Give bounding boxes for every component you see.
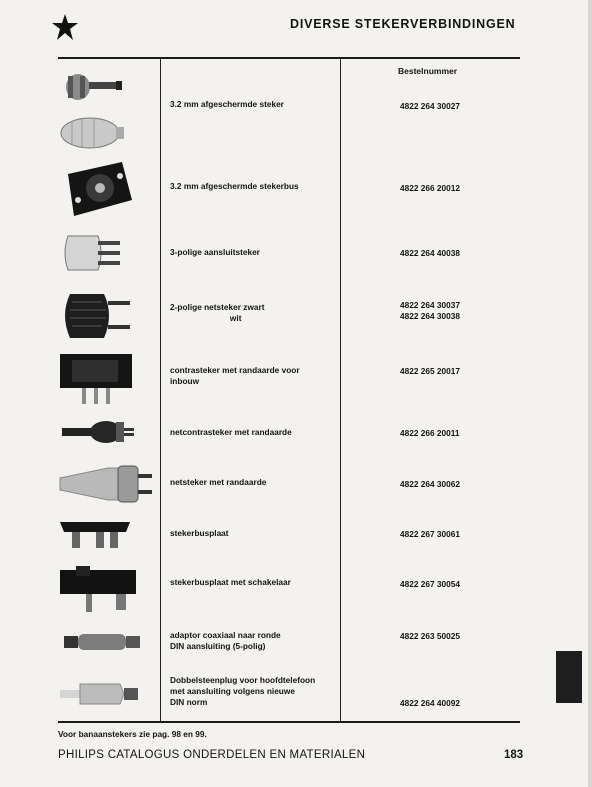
order-number: 4822 267 30061 <box>400 529 460 539</box>
catalog-footer: PHILIPS CATALOGUS ONDERDELEN EN MATERIALEN <box>58 749 366 761</box>
product-image-plug-white <box>60 116 126 150</box>
item-description: 3.2 mm afgeschermde steker <box>170 99 284 109</box>
column-divider-left <box>160 59 161 721</box>
product-image-socket-plate <box>58 518 134 554</box>
product-image-plug-3.2mm <box>62 70 124 104</box>
item-description: 2-polige netsteker zwart wit <box>170 302 265 323</box>
item-description: 3-polige aansluitsteker <box>170 247 260 257</box>
order-number: 4822 263 50025 <box>400 631 460 641</box>
product-image-2pin-plug <box>60 288 134 342</box>
order-number: 4822 264 30037 4822 264 30038 <box>400 300 460 321</box>
order-number: 4822 264 30062 <box>400 479 460 489</box>
item-description: stekerbusplaat met schakelaar <box>170 577 291 587</box>
page-edge <box>588 0 592 787</box>
product-image-adaptor <box>62 630 144 654</box>
page-title: DIVERSE STEKERVERBINDINGEN <box>290 17 516 31</box>
product-image-socket-plate-switch <box>58 566 138 616</box>
order-number: 4822 264 30027 <box>400 101 460 111</box>
order-number: 4822 267 30054 <box>400 579 460 589</box>
footnote: Voor banaanstekers zie pag. 98 en 99. <box>58 729 207 739</box>
item-description: netsteker met randaarde <box>170 477 267 487</box>
order-number: 4822 264 40092 <box>400 698 460 708</box>
product-image-headphone-plug <box>58 680 142 708</box>
item-description: Dobbelsteenplug voor hoofdtelefoon met aansluiting volgens nieuwe DIN norm <box>170 675 316 707</box>
item-description: adaptor coaxiaal naar ronde DIN aansluiting (5-polig) <box>170 630 281 651</box>
item-description: 3.2 mm afgeschermde stekerbus <box>170 181 299 191</box>
bottom-rule <box>58 721 520 723</box>
order-number: 4822 265 20017 <box>400 366 460 376</box>
order-number: 4822 266 20012 <box>400 183 460 193</box>
item-description: contrasteker met randaarde voor inbouw <box>170 365 300 386</box>
product-image-cord-connector <box>60 418 136 446</box>
product-image-socket <box>62 160 134 218</box>
item-description: stekerbusplaat <box>170 528 229 538</box>
column-header-bestelnummer: Bestelnummer <box>398 66 458 76</box>
item-description: netcontrasteker met randaarde <box>170 427 292 437</box>
product-image-inlet <box>58 352 134 408</box>
product-image-earthed-plug <box>58 462 154 506</box>
column-divider-right <box>340 59 341 721</box>
star-icon <box>52 14 78 40</box>
page-number: 183 <box>504 749 524 761</box>
order-number: 4822 264 40038 <box>400 248 460 258</box>
order-number: 4822 266 20011 <box>400 428 460 438</box>
section-tab-marker <box>556 651 582 703</box>
top-rule <box>58 57 520 59</box>
product-image-3pin-plug <box>60 232 124 274</box>
